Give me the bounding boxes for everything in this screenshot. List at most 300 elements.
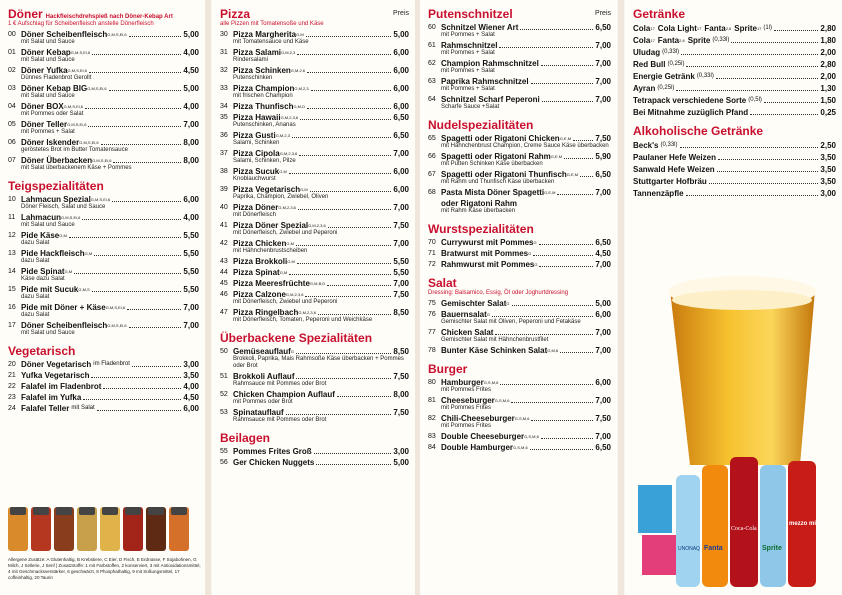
allergen-codes: G,S,M,6 <box>494 398 510 403</box>
menu-item <box>428 346 611 355</box>
item-description: mit Salat und Sauce <box>21 39 75 45</box>
item-price: 7,00 <box>595 328 611 337</box>
allergen-codes: G,M,S,Ei,6 <box>87 86 107 91</box>
item-name: Pide Käse <box>21 231 60 240</box>
item-volume: (0,33l) <box>662 49 680 55</box>
item-name: Döner Iskender <box>21 138 80 147</box>
leader-dots <box>132 366 181 367</box>
bottle-label-sprite: Sprite <box>762 545 782 552</box>
allergen-codes: G,M,S,Ei,6 <box>67 68 87 73</box>
item-description: mit Salat überbackenem Käse + Pommes <box>21 165 132 171</box>
item-price: 6,50 <box>393 113 409 122</box>
menu-item <box>633 189 836 198</box>
allergen-codes: G,M <box>59 233 67 238</box>
item-name: Fanta <box>657 36 680 45</box>
item-price: 1,80 <box>820 36 836 45</box>
section-header <box>633 124 836 138</box>
item-number: 40 <box>220 204 228 211</box>
item-description: mit Hähnchenbrustscheiben <box>233 248 308 254</box>
item-name: Currywurst mit Pommes <box>441 238 534 247</box>
menu-item <box>8 30 199 39</box>
item-name: Paprika Rahmschnitzel <box>441 77 529 86</box>
section-gap <box>220 424 409 428</box>
item-name: Pasta Mista Döner Spagetti <box>441 188 545 197</box>
allergen-codes: G,S,M,6 <box>514 416 530 421</box>
allergen-codes: G,E,M <box>550 154 563 159</box>
item-number: 84 <box>428 444 436 451</box>
menu-item <box>8 213 199 222</box>
item-name: Pizza Vegetarisch <box>233 185 301 194</box>
item-name: Döner Kebap BIG <box>21 84 88 93</box>
menu-item <box>428 396 611 405</box>
section-title: Putenschnitzel <box>428 7 513 21</box>
section-header <box>428 222 611 236</box>
item-name: Döner Überbacken <box>21 156 93 165</box>
menu-item <box>220 268 409 277</box>
leader-dots <box>580 176 593 177</box>
menu-item <box>220 149 409 158</box>
menu-item <box>8 231 199 240</box>
column-separator <box>205 0 211 595</box>
item-name: Bauernsalat <box>441 310 487 319</box>
menu-item <box>428 77 611 86</box>
menu-item <box>428 41 611 50</box>
leader-dots <box>520 29 593 30</box>
menu-item <box>633 141 836 150</box>
item-description: mit Pommes + Salat <box>441 86 495 92</box>
menu-item <box>8 102 199 111</box>
allergen-codes: G,M,S,Ei,6 <box>79 140 99 145</box>
item-description: mit Dönerfleisch, Zwiebel und Peperoni <box>233 230 338 236</box>
item-price: 7,00 <box>595 260 611 269</box>
item-name: Falafel Teller <box>21 404 70 413</box>
item-number: 43 <box>220 258 228 265</box>
item-number: 60 <box>428 24 436 31</box>
item-name: Lahmacun <box>21 213 62 222</box>
allergen-codes: G <box>290 349 294 354</box>
item-name: Falafel im Yufka <box>21 393 82 402</box>
item-price: 6,00 <box>595 310 611 319</box>
leader-dots <box>512 305 594 306</box>
item-description: mit Pommes Frites <box>441 387 492 393</box>
menu-item <box>220 113 409 122</box>
spice-jar <box>100 507 120 551</box>
item-number: 77 <box>428 329 436 336</box>
item-price: 5,50 <box>183 249 199 258</box>
allergen-codes: 2,6 <box>725 26 732 31</box>
item-price: 3,00 <box>820 189 836 198</box>
leader-dots <box>531 420 593 421</box>
item-name: Sanwald Hefe Weizen <box>633 165 715 174</box>
leader-dots <box>83 399 181 400</box>
item-description: mit Pommes + Salat <box>441 32 495 38</box>
item-price: 4,00 <box>183 48 199 57</box>
item-price: 5,50 <box>183 231 199 240</box>
allergen-codes: G,M,2,3,6 <box>280 115 299 120</box>
item-name: Red Bull <box>633 60 666 69</box>
item-name: Pizza Brokkoli <box>233 257 288 266</box>
item-number: 47 <box>220 309 228 316</box>
item-name: Döner Teller <box>21 120 68 129</box>
allergen-codes: G,M,2,3,6 <box>298 310 316 315</box>
spice-jar <box>8 507 28 551</box>
item-number: 66 <box>428 153 436 160</box>
item-number: 21 <box>8 372 16 379</box>
menu-item <box>220 447 409 456</box>
item-name: Pizza Margherita <box>233 30 297 39</box>
item-number: 72 <box>428 261 436 268</box>
item-name: Rahmwurst mit Pommes <box>441 260 535 269</box>
item-description: mit Pommes + Salat <box>441 50 495 56</box>
leader-dots <box>300 119 391 120</box>
item-price: 1,50 <box>820 96 836 105</box>
menu-item <box>8 382 199 391</box>
menu-item <box>633 84 836 93</box>
menu-item <box>220 185 409 194</box>
item-number: 23 <box>8 394 16 401</box>
item-name: Pizza Sucuk <box>233 167 280 176</box>
menu-item <box>8 321 199 330</box>
item-description: Gemischter Salat mit Oliven, Peperoni und Fetakäse <box>441 319 581 325</box>
leader-dots <box>296 378 391 379</box>
item-name: Cola <box>633 24 651 33</box>
allergen-codes: G,M,S,Ei,6 <box>90 197 111 202</box>
leader-dots <box>533 255 593 256</box>
leader-dots <box>511 402 593 403</box>
leader-dots <box>109 90 182 91</box>
menu-item <box>220 30 409 39</box>
menu-section-ueber <box>220 331 409 428</box>
menu-item <box>220 458 409 467</box>
item-name: Beck's <box>633 141 659 150</box>
leader-dots <box>718 159 818 160</box>
item-price: 7,00 <box>183 120 199 129</box>
allergen-codes: G,S,M,6 <box>483 380 499 385</box>
leader-dots <box>557 194 593 195</box>
menu-section-nudel <box>428 118 611 219</box>
item-name: Pizza Schinken <box>233 66 291 75</box>
leader-dots <box>101 144 182 145</box>
allergen-codes: G <box>534 262 538 267</box>
item-name: Energie Getränk <box>633 72 695 81</box>
allergen-codes: G <box>506 301 510 306</box>
item-number: 51 <box>220 373 228 380</box>
section-header <box>633 7 836 21</box>
menu-item <box>220 257 409 266</box>
allergen-codes: G,M <box>279 169 287 174</box>
item-number: 50 <box>220 348 228 355</box>
allergen-codes: G,E,M <box>559 136 572 141</box>
section-title: Burger <box>428 362 468 376</box>
item-name: Cola Light <box>657 24 697 33</box>
allergen-codes: G,M <box>296 32 304 37</box>
leader-dots <box>103 388 181 389</box>
leader-dots <box>85 108 181 109</box>
leader-dots <box>499 47 593 48</box>
item-price: 5,00 <box>183 84 199 93</box>
item-name: Pizza Salami <box>233 48 282 57</box>
section-gap <box>633 117 836 121</box>
item-description: mit Pommes + Salat <box>21 129 75 135</box>
item-price: 7,50 <box>393 221 409 230</box>
menu-item <box>8 267 199 276</box>
item-name: Chili-Cheeseburger <box>441 414 515 423</box>
allergen-codes: G,M,6 <box>547 348 559 353</box>
item-number: 76 <box>428 311 436 318</box>
section-header <box>220 331 409 345</box>
menu-item <box>220 408 409 417</box>
item-price: 5,00 <box>393 30 409 39</box>
item-volume: (0,33l) <box>712 37 730 43</box>
item-description: dazu Salat <box>21 258 50 264</box>
leader-dots <box>686 66 818 67</box>
menu-section-teig <box>8 179 199 341</box>
leader-dots <box>717 171 819 172</box>
item-description: mit Pommes oder Brot <box>233 399 293 405</box>
leader-dots <box>542 101 594 102</box>
item-name: Pizza Champion <box>233 84 295 93</box>
item-description: mit Hähnchenbrust Champion, Creme Sauce Käse überbacken <box>441 143 609 149</box>
item-description: mit Pommes Frites <box>441 405 492 411</box>
item-description: dazu Salat <box>21 294 50 300</box>
leader-dots <box>129 36 182 37</box>
menu-item <box>220 84 409 93</box>
item-description: Knoblauchwurst <box>233 176 276 182</box>
item-price: 3,50 <box>820 165 836 174</box>
item-name: Tetrapack verschiedene Sorte <box>633 96 747 105</box>
section-header <box>220 431 409 445</box>
menu-item <box>8 285 199 294</box>
leader-dots <box>289 274 391 275</box>
item-price: 7,00 <box>595 41 611 50</box>
item-name: Pizza Spinat <box>233 268 280 277</box>
item-description: Rindersalami <box>233 57 269 63</box>
allergen-codes: G,M <box>286 241 294 246</box>
item-number: 12 <box>8 232 16 239</box>
item-name: Pide Hackfleisch <box>21 249 85 258</box>
item-number: 45 <box>220 280 228 287</box>
item-number: 53 <box>220 409 228 416</box>
item-name: Döner Yufka <box>21 66 68 75</box>
leader-dots <box>539 244 594 245</box>
item-price: 7,50 <box>393 408 409 417</box>
item-price: 3,50 <box>820 153 836 162</box>
allergen-codes: G,M,S,Ei,6 <box>105 305 126 310</box>
item-number: 42 <box>220 240 228 247</box>
menu-item <box>220 66 409 75</box>
item-number: 68 <box>428 189 436 196</box>
leader-dots <box>310 191 392 192</box>
item-price: 2,00 <box>820 72 836 81</box>
item-name: Bei Mitnahme zuzüglich Pfand <box>633 108 749 117</box>
section-gap <box>428 269 611 273</box>
menu-item <box>428 299 611 308</box>
item-name: Cola <box>633 36 651 45</box>
item-price: 2,00 <box>820 48 836 57</box>
leader-dots <box>297 263 392 264</box>
item-volume: (0,25l) <box>667 61 685 67</box>
item-price: 5,00 <box>393 458 409 467</box>
item-number: 37 <box>220 150 228 157</box>
allergen-codes: G,M,2,3,6 <box>278 205 296 210</box>
item-name: Döner BOX <box>21 102 64 111</box>
item-price: 6,00 <box>393 167 409 176</box>
item-number: 14 <box>8 268 16 275</box>
allergen-codes: G,M,2,3,6 <box>279 151 298 156</box>
item-name: Pommes Frites Groß <box>233 447 312 456</box>
item-name: Döner Vegetarisch <box>21 360 92 369</box>
section-title: Döner Hackfleischdrehspieß nach Döner-Kebap Art <box>8 7 173 21</box>
spice-jars-image <box>8 507 200 553</box>
price-header: Preis <box>393 10 409 17</box>
item-price: 8,50 <box>393 308 409 317</box>
menu-item <box>220 102 409 111</box>
item-name: Bunter Käse Schinken Salat <box>441 346 548 355</box>
item-price: 8,00 <box>183 138 199 147</box>
item-price: 6,00 <box>393 84 409 93</box>
leader-dots <box>74 273 181 274</box>
section-gap <box>8 413 199 417</box>
leader-dots <box>82 219 181 220</box>
item-description: Rahmsauce mit Pommes oder Brot <box>233 381 327 387</box>
item-number: 07 <box>8 157 16 164</box>
item-description: Salami, Schinken <box>233 140 280 146</box>
leader-dots <box>560 352 593 353</box>
item-name: Pide mit Döner + Käse <box>21 303 106 312</box>
item-name: Pizza Ringelbach <box>233 308 299 317</box>
menu-item <box>220 131 409 140</box>
item-price: 6,00 <box>393 66 409 75</box>
allergen-codes: G,M,S,Ei,6 <box>107 32 127 37</box>
item-price: 6,50 <box>595 23 611 32</box>
item-description: mit Dönerfleisch, Zwiebel und Peperoni <box>233 299 338 305</box>
item-number: 62 <box>428 60 436 67</box>
allergen-codes: G,M <box>300 187 308 192</box>
leader-dots <box>91 377 181 378</box>
item-description: Putenschinken <box>233 75 273 81</box>
menu-section-putenschnitzel <box>428 7 611 115</box>
section-gap <box>633 198 836 202</box>
item-name: Pizza Hawaii <box>233 113 281 122</box>
menu-item <box>220 290 409 299</box>
leader-dots <box>316 464 391 465</box>
menu-item <box>633 36 836 45</box>
spice-jar <box>54 507 74 551</box>
item-price: 7,50 <box>595 134 611 143</box>
item-name: Ger Chicken Nuggets <box>233 458 315 467</box>
item-number: 64 <box>428 96 436 103</box>
item-name: Fanta <box>704 24 726 33</box>
menu-section-doener <box>8 7 199 176</box>
item-price: 2,80 <box>820 24 836 33</box>
item-description: Dünnes Fladenbrot Gerollt <box>21 75 92 81</box>
menu-item <box>8 84 199 93</box>
item-description: mit Salat und Sauce <box>21 57 75 63</box>
allergen-codes: 2,6 <box>679 38 685 43</box>
leader-dots <box>731 42 818 43</box>
spice-jar <box>169 507 189 551</box>
allergen-codes: G,M,2,3 <box>275 133 290 138</box>
menu-item <box>428 95 611 104</box>
leader-dots <box>286 414 392 415</box>
item-price: 4,50 <box>183 393 199 402</box>
leader-dots <box>296 353 392 354</box>
allergen-codes: G,M,S,Ei,6 <box>70 50 91 55</box>
item-number: 35 <box>220 114 228 121</box>
allergen-codes: G,M,2,6 <box>290 68 306 73</box>
leader-dots <box>69 237 182 238</box>
item-price: 4,00 <box>183 213 199 222</box>
item-price: 7,00 <box>393 203 409 212</box>
leader-dots <box>292 137 392 138</box>
item-price: 6,00 <box>393 102 409 111</box>
item-price: 3,50 <box>820 177 836 186</box>
leader-dots <box>299 155 391 156</box>
allergen-codes: G,M,S,Ei,6 <box>92 158 112 163</box>
item-number: 63 <box>428 78 436 85</box>
menu-item <box>428 170 611 179</box>
section-gap <box>428 111 611 115</box>
item-description: Rahmsauce mit Pommes oder Brot <box>233 417 327 423</box>
menu-item <box>8 66 199 75</box>
item-description: mit Salat und Sauce <box>21 93 75 99</box>
item-price: 7,00 <box>183 303 199 312</box>
leader-dots <box>311 90 392 91</box>
item-number: 24 <box>8 405 16 412</box>
leader-dots <box>541 65 594 66</box>
menu-item <box>428 249 611 258</box>
item-price: 8,00 <box>183 156 199 165</box>
menu-section-wurst <box>428 222 611 273</box>
item-name: Stuttgarter Hofbräu <box>633 177 707 186</box>
item-number: 44 <box>220 269 228 276</box>
leader-dots <box>112 201 181 202</box>
item-price: 7,50 <box>393 290 409 299</box>
menu-item <box>8 371 199 380</box>
item-name: Schnitzel Scharf Peperoni <box>441 95 540 104</box>
item-number: 16 <box>8 304 16 311</box>
allergen-codes: G,M,2,3,6 <box>285 292 304 297</box>
leader-dots <box>296 245 392 246</box>
menu-item <box>633 177 836 186</box>
menu-item <box>428 260 611 269</box>
price-header: Preis <box>595 10 611 17</box>
leader-dots <box>97 410 182 411</box>
column-2 <box>212 0 415 595</box>
item-number: 78 <box>428 347 436 354</box>
item-number: 31 <box>220 49 228 56</box>
menu-item <box>8 138 199 147</box>
menu-item <box>220 279 409 288</box>
item-description: Gemischter Salat mit Hähnchenbrustfilet <box>441 337 549 343</box>
menu-section-salat <box>428 276 611 359</box>
item-price: 6,00 <box>393 48 409 57</box>
item-price: 8,00 <box>393 390 409 399</box>
allergen-codes: G,S,M,6 <box>524 434 539 439</box>
allergen-codes: 17 <box>650 26 655 31</box>
item-name: Lahmacun Spezial <box>21 195 91 204</box>
item-volume: (0,5l) <box>748 97 762 103</box>
menu-item <box>8 195 199 204</box>
item-price: 7,00 <box>595 188 611 197</box>
section-subtitle: 1 € Aufschlag für Scheibenfleisch anstelle Dönerfleisch <box>8 21 154 27</box>
item-number: 03 <box>8 85 16 92</box>
menu-section-getraenke <box>633 7 836 121</box>
section-header <box>8 179 199 193</box>
item-number: 56 <box>220 459 228 466</box>
leader-dots <box>764 102 819 103</box>
section-title: Teigspezialitäten <box>8 179 104 193</box>
